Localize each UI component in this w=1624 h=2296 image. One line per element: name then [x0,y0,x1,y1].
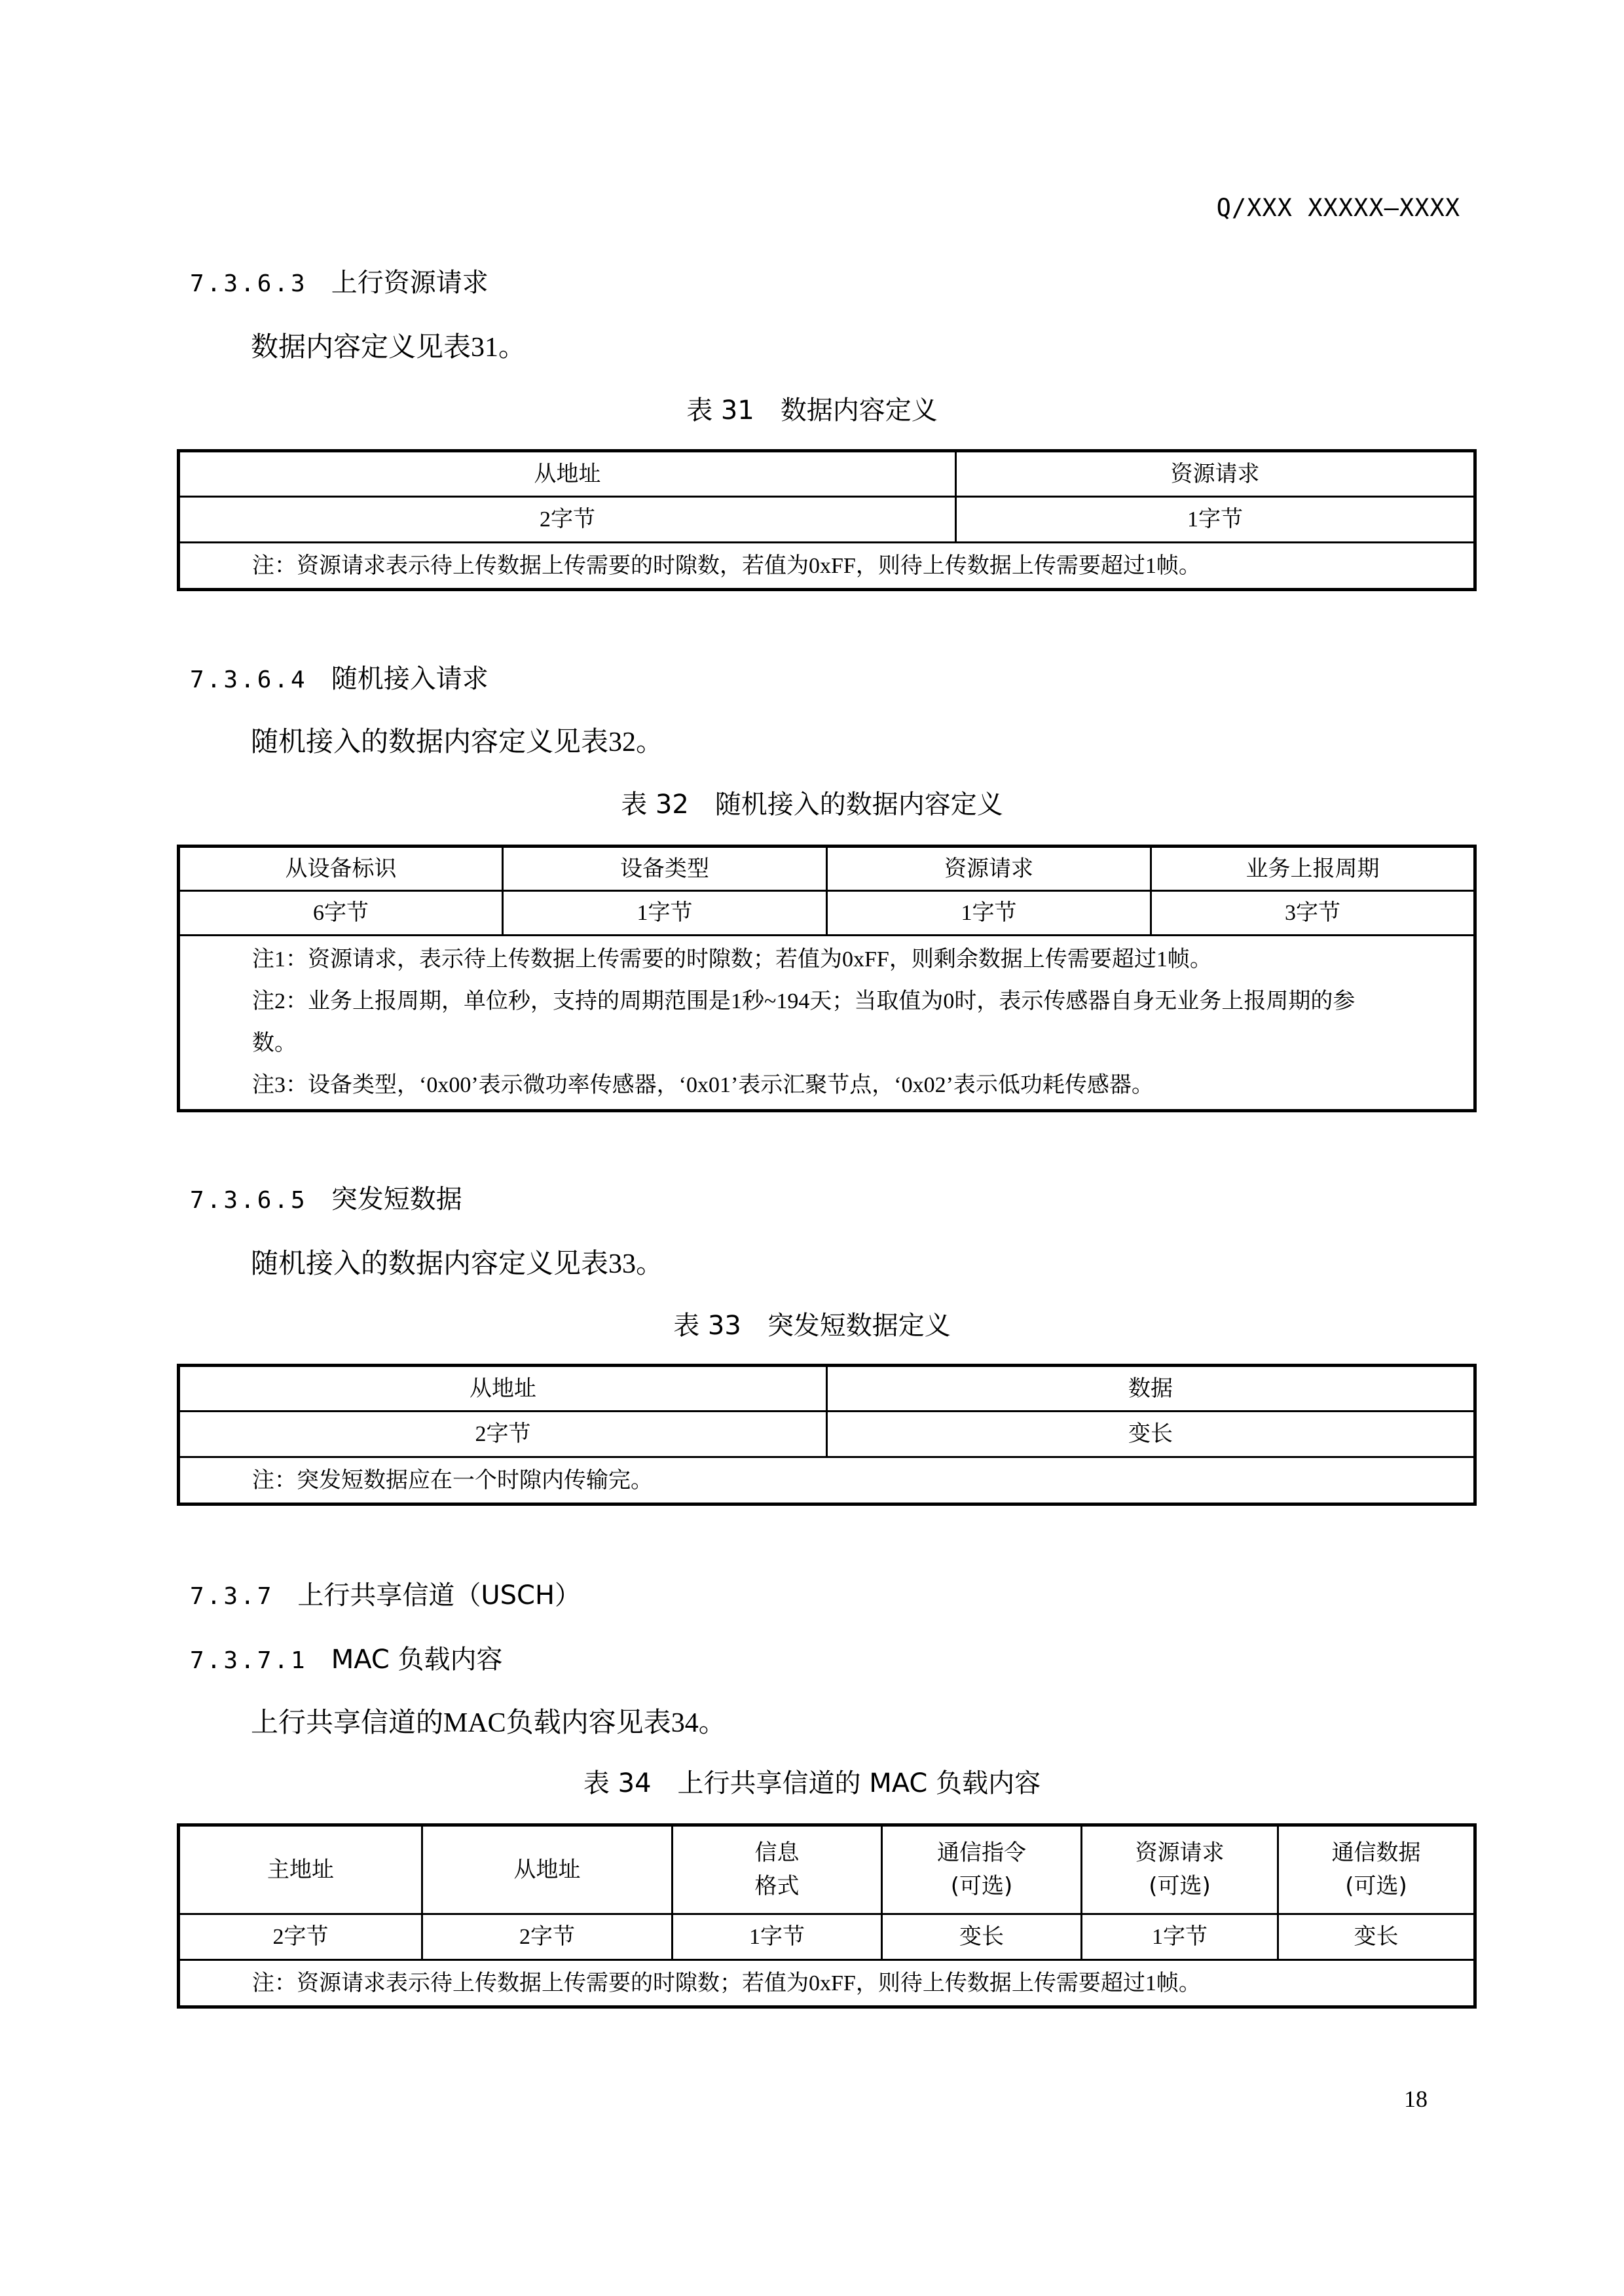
table-32 [177,845,1477,1112]
table-note: 注：资源请求表示待上传数据上传需要的时隙数，若值为0xFF，则待上传数据上传需要超过1帧。 [179,543,1475,590]
table-31 [177,449,1477,591]
table-cell: 2字节 [179,497,956,543]
table-header-cell [882,1825,1082,1914]
table-note: 注1：资源请求，表示待上传数据上传需要的时隙数；若值为0xFF，则剩余数据上传需要超过1帧。 [252,947,1212,972]
table-header-cell [179,1825,422,1914]
section-title: 随机接入请求 [331,664,489,694]
section-number: 7.3.7 [190,1583,274,1610]
header-line: 主地址 [267,1856,334,1883]
table-cell: 变长 [1278,1914,1475,1960]
table-notes [179,936,1475,1111]
table-caption-32 [0,784,1624,821]
header-line: 资源请求 [1135,1840,1225,1866]
table-cell: 1字节 [503,891,827,936]
table-cell: 1字节 [956,497,1475,543]
paragraph: 随机接入的数据内容定义见表33。 [251,1249,664,1279]
caption-title: 随机接入的数据内容定义 [714,790,1003,820]
paragraph: 上行共享信道的MAC负载内容见表34。 [251,1708,726,1738]
caption-title: 突发短数据定义 [767,1311,951,1341]
caption-title: 数据内容定义 [780,395,938,426]
table-cell: 变长 [827,1412,1475,1457]
table-header-cell [422,1825,673,1914]
header-line: 从地址 [513,1856,581,1883]
header-line: (可选) [950,1873,1013,1899]
table-header-cell: 资源请求 [956,451,1475,497]
caption-number: 表 34 [583,1768,652,1798]
section-heading-7365 [190,1178,462,1216]
section-heading-7363 [190,262,489,299]
header-line: 信息 [754,1840,800,1866]
section-number: 7.3.6.5 [190,1187,308,1214]
table-header-cell: 从地址 [179,451,956,497]
paragraph: 数据内容定义见表31。 [251,333,526,363]
table-cell: 变长 [882,1914,1082,1960]
table-33 [177,1364,1477,1506]
table-caption-34 [0,1762,1624,1800]
header-line: (可选) [1345,1873,1407,1899]
table-cell: 1字节 [673,1914,882,1960]
section-title: MAC 负载内容 [331,1645,503,1675]
table-header-cell: 资源请求 [827,847,1151,891]
table-note-continuation: 数。 [252,1031,297,1055]
table-cell: 2字节 [179,1914,422,1960]
table-header-cell: 数据 [827,1366,1475,1412]
section-number: 7.3.6.4 [190,666,308,693]
table-note: 注：资源请求表示待上传数据上传需要的时隙数；若值为0xFF，则待上传数据上传需要超过1帧。 [179,1960,1475,2007]
header-line: 格式 [754,1873,800,1899]
table-note: 注2：业务上报周期，单位秒，支持的周期范围是1秒~194天；当取值为0时，表示传感器自身无业务上报周期的参 [252,989,1356,1013]
section-title: 上行共享信道（USCH） [297,1580,581,1611]
table-header-cell [673,1825,882,1914]
section-heading-7371 [190,1639,503,1676]
header-line: 通信指令 [937,1840,1026,1866]
section-number: 7.3.6.3 [190,270,308,297]
section-number: 7.3.7.1 [190,1647,308,1674]
table-caption-33 [0,1305,1624,1342]
table-cell: 2字节 [422,1914,673,1960]
table-header-cell: 从地址 [179,1366,827,1412]
table-cell: 3字节 [1151,891,1475,936]
caption-number: 表 31 [686,395,754,426]
table-header-cell [1082,1825,1278,1914]
table-header-cell: 设备类型 [503,847,827,891]
table-header-cell: 从设备标识 [179,847,503,891]
table-caption-31 [0,390,1624,427]
section-title: 上行资源请求 [331,268,489,298]
table-note: 注：突发短数据应在一个时隙内传输完。 [179,1457,1475,1504]
section-title: 突发短数据 [331,1184,462,1214]
table-note: 注3：设备类型，‘0x00’表示微功率传感器，‘0x01’表示汇聚节点，‘0x02’表示低功耗传感器。 [252,1073,1154,1097]
caption-number: 表 32 [621,790,689,820]
table-cell: 1字节 [827,891,1151,936]
table-34 [177,1823,1477,2009]
table-cell: 1字节 [1082,1914,1278,1960]
paragraph: 随机接入的数据内容定义见表32。 [251,727,664,757]
caption-title: 上行共享信道的 MAC 负载内容 [677,1768,1041,1798]
document-code: Q/XXX XXXXX—XXXX [1216,194,1460,222]
table-cell: 6字节 [179,891,503,936]
section-heading-7364 [190,658,489,695]
page-number: 18 [1404,2086,1428,2112]
caption-number: 表 33 [673,1311,741,1341]
section-heading-737 [190,1575,581,1612]
table-header-cell [1278,1825,1475,1914]
header-line: 通信数据 [1331,1840,1421,1866]
header-line: (可选) [1149,1873,1211,1899]
table-cell: 2字节 [179,1412,827,1457]
table-header-cell: 业务上报周期 [1151,847,1475,891]
